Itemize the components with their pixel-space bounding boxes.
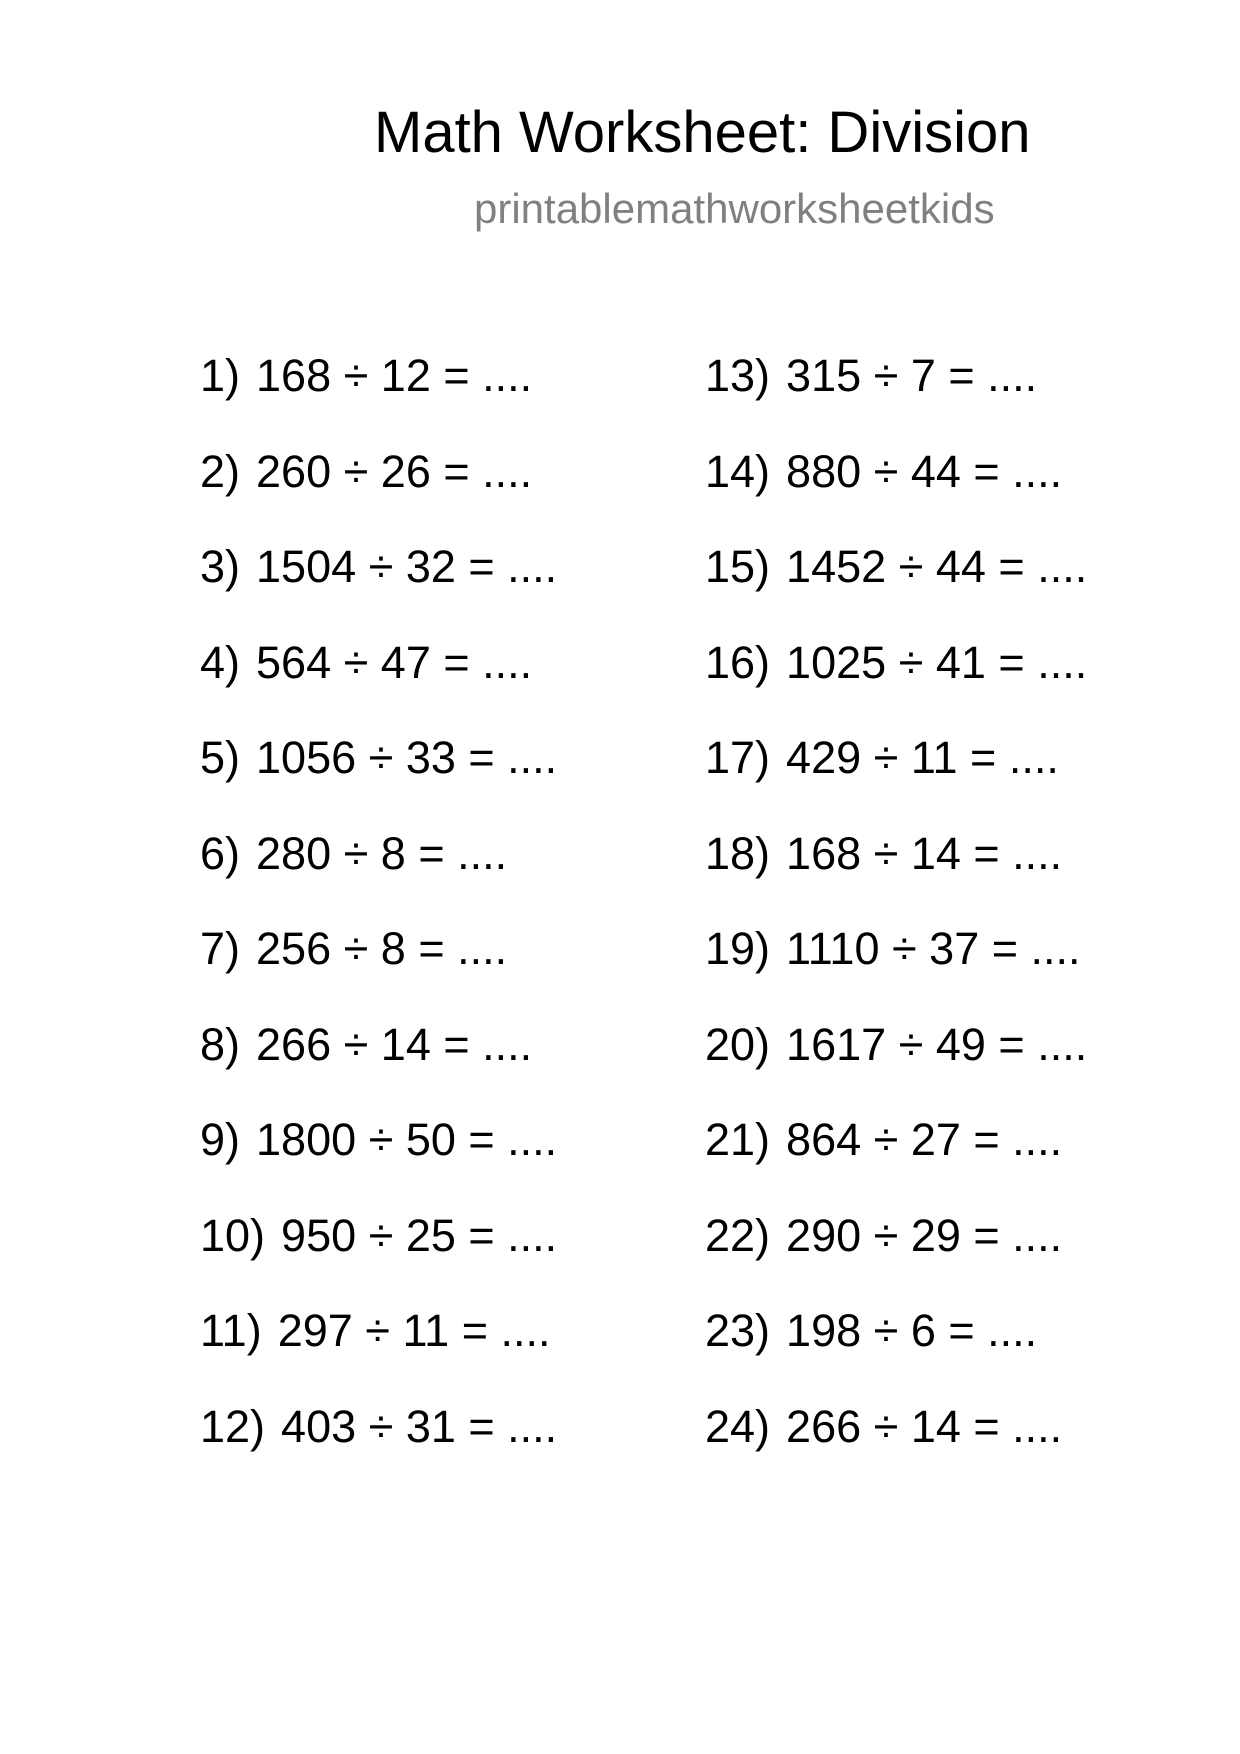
problem-14 <box>705 444 1205 540</box>
problem-13 <box>705 348 1205 444</box>
problem-number: 23) <box>705 1305 771 1356</box>
problem-expression: 1617 ÷ 49 = .... <box>786 1018 1088 1070</box>
problem-number: 19) <box>705 923 771 974</box>
problem-expression: 266 ÷ 14 = .... <box>786 1400 1063 1452</box>
problem-number: 14) <box>705 445 771 497</box>
problem-number: 21) <box>705 1114 771 1165</box>
problem-expression: 403 ÷ 31 = .... <box>281 1400 558 1452</box>
problem-12 <box>200 1399 700 1495</box>
problem-7 <box>200 921 700 1017</box>
problem-expression: 429 ÷ 11 = .... <box>786 732 1059 783</box>
problem-expression: 168 ÷ 12 = .... <box>256 350 533 401</box>
problem-10 <box>200 1208 700 1304</box>
problem-number: 4) <box>200 636 241 688</box>
problem-number: 18) <box>705 827 771 879</box>
problems-column-right <box>705 348 1205 1494</box>
problem-expression: 1452 ÷ 44 = .... <box>786 541 1088 592</box>
problem-4 <box>200 635 700 731</box>
problem-number: 8) <box>200 1018 241 1070</box>
problem-22 <box>705 1208 1205 1304</box>
problem-expression: 564 ÷ 47 = .... <box>256 636 533 688</box>
problem-expression: 1110 ÷ 37 = .... <box>786 923 1081 974</box>
problem-expression: 260 ÷ 26 = .... <box>256 445 533 497</box>
problem-expression: 880 ÷ 44 = .... <box>786 445 1063 497</box>
problem-number: 22) <box>705 1209 771 1261</box>
problem-number: 20) <box>705 1018 771 1070</box>
problem-number: 24) <box>705 1400 771 1452</box>
problem-number: 16) <box>705 636 771 688</box>
problem-number: 3) <box>200 541 241 592</box>
problem-number: 12) <box>200 1400 266 1452</box>
problem-expression: 950 ÷ 25 = .... <box>281 1209 558 1261</box>
problem-6 <box>200 826 700 922</box>
problems-column-left <box>200 348 700 1494</box>
problem-8 <box>200 1017 700 1113</box>
problem-23 <box>705 1303 1205 1399</box>
page-subtitle: printablemathworksheetkids <box>474 185 995 232</box>
problem-15 <box>705 539 1205 635</box>
problem-number: 1) <box>200 350 241 401</box>
problem-expression: 290 ÷ 29 = .... <box>786 1209 1063 1261</box>
problem-5 <box>200 730 700 826</box>
problem-number: 15) <box>705 541 771 592</box>
problem-number: 13) <box>705 350 771 401</box>
problem-20 <box>705 1017 1205 1113</box>
problem-expression: 1504 ÷ 32 = .... <box>256 541 558 592</box>
problem-number: 10) <box>200 1209 266 1261</box>
problem-24 <box>705 1399 1205 1495</box>
problem-2 <box>200 444 700 540</box>
problem-1 <box>200 348 700 444</box>
problem-expression: 280 ÷ 8 = .... <box>256 827 508 879</box>
problem-number: 11) <box>200 1305 262 1356</box>
problem-number: 9) <box>200 1114 241 1165</box>
problem-expression: 1800 ÷ 50 = .... <box>256 1114 558 1165</box>
problem-number: 5) <box>200 732 241 783</box>
problem-expression: 1056 ÷ 33 = .... <box>256 732 558 783</box>
problem-9 <box>200 1112 700 1208</box>
problem-expression: 864 ÷ 27 = .... <box>786 1114 1063 1165</box>
problem-number: 7) <box>200 923 241 974</box>
problem-11 <box>200 1303 700 1399</box>
problem-number: 2) <box>200 445 241 497</box>
problem-expression: 315 ÷ 7 = .... <box>786 350 1038 401</box>
problem-21 <box>705 1112 1205 1208</box>
problem-expression: 256 ÷ 8 = .... <box>256 923 508 974</box>
page-title: Math Worksheet: Division <box>374 100 1031 165</box>
problem-number: 6) <box>200 827 241 879</box>
problem-expression: 297 ÷ 11 = .... <box>277 1305 551 1356</box>
problem-expression: 1025 ÷ 41 = .... <box>786 636 1088 688</box>
problem-3 <box>200 539 700 635</box>
problem-18 <box>705 826 1205 922</box>
problem-number: 17) <box>705 732 771 783</box>
problem-expression: 168 ÷ 14 = .... <box>786 827 1063 879</box>
problem-expression: 266 ÷ 14 = .... <box>256 1018 533 1070</box>
problem-17 <box>705 730 1205 826</box>
problem-19 <box>705 921 1205 1017</box>
problem-expression: 198 ÷ 6 = .... <box>786 1305 1038 1356</box>
problem-16 <box>705 635 1205 731</box>
